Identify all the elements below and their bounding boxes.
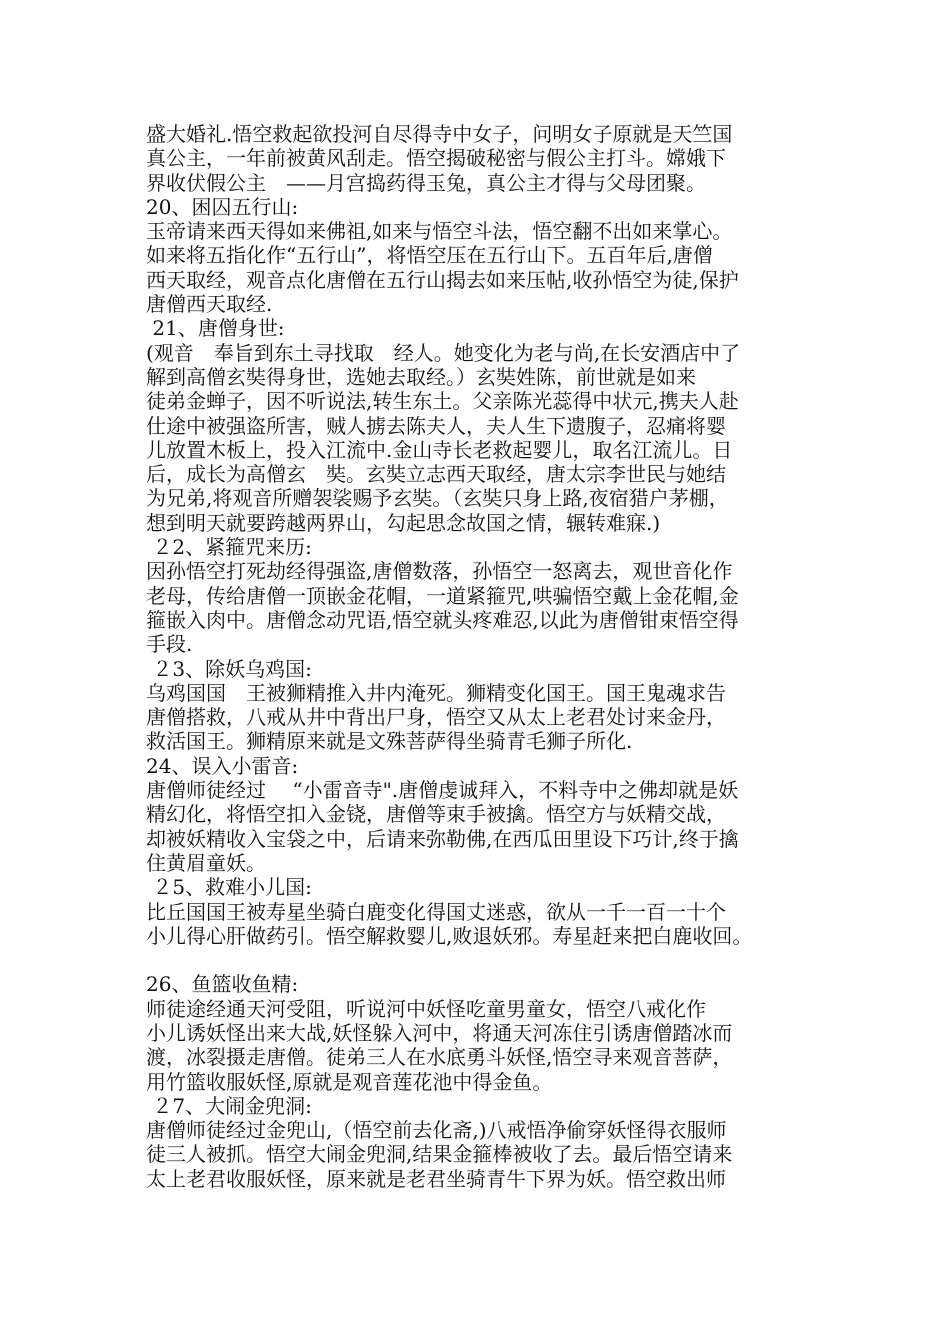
text-line: 想到明天就要跨越两界山，勾起思念故国之情，辗转难寐.)	[146, 510, 661, 535]
text-line: 仕途中被强盗所害，贼人掳去陈夫人，夫人生下遗腹子，忍痛将婴	[146, 413, 726, 438]
text-line: 渡，冰裂摄走唐僧。徒弟三人在水底勇斗妖怪,悟空寻来观音菩萨，	[146, 1045, 733, 1070]
text-line: (观音 奉旨到东土寻找取 经人。她变化为老与尚,在长安酒店中了	[146, 340, 741, 365]
text-line: 24、误入小雷音:	[146, 753, 299, 778]
text-line: 箍嵌入肉中。唐僧念动咒语,悟空就头疼难忍,以此为唐僧钳束悟空得	[146, 607, 739, 632]
text-line: 盛大婚礼.悟空救起欲投河自尽得寺中女子，问明女子原就是天竺国	[146, 122, 733, 146]
text-line: 用竹篮收服妖怪,原就是观音莲花池中得金鱼。	[146, 1069, 553, 1094]
text-line: ２3、除妖乌鸡国:	[146, 656, 312, 681]
text-line: 乌鸡国国 王被狮精推入井内淹死。狮精变化国王。国王鬼魂求告	[146, 680, 726, 705]
text-line: 为兄弟,将观音所赠袈裟赐予玄奘。（玄奘只身上路,夜宿猎户茅棚，	[146, 486, 729, 511]
text-line: 老母，传给唐僧一顶嵌金花帽，一道紧箍咒,哄骗悟空戴上金花帽,金	[146, 583, 739, 608]
blank-line	[146, 948, 836, 972]
text-line: 真公主，一年前被黄风刮走。悟空揭破秘密与假公主打斗。嫦娥下	[146, 146, 726, 171]
text-line: 住黄眉童妖。	[146, 850, 266, 875]
text-line: 手段.	[146, 632, 193, 657]
text-line: 唐僧师徒经过金兜山,（悟空前去化斋,)八戒悟净偷穿妖怪得衣服师	[146, 1118, 727, 1143]
text-line: 精幻化，将悟空扣入金铙，唐僧等束手被擒。悟空方与妖精交战，	[146, 802, 726, 827]
text-line: 师徒途经通天河受阻，听说河中妖怪吃童男童女，悟空八戒化作	[146, 996, 706, 1021]
text-line: 因孙悟空打死劫经得强盗,唐僧数落，孙悟空一怒离去，观世音化作	[146, 559, 733, 584]
text-line: 徒三人被抓。悟空大闹金兜洞,结果金箍棒被收了去。最后悟空请来	[146, 1142, 733, 1167]
text-line: ２5、救难小儿国:	[146, 875, 312, 900]
text-line: 26、鱼篮收鱼精:	[146, 972, 299, 997]
text-line: 小儿得心肝做药引。悟空解救婴儿,败退妖邪。寿星赶来把白鹿收回。	[146, 923, 753, 948]
text-line: 唐僧搭救，八戒从井中背出尸身，悟空又从太上老君处讨来金丹，	[146, 705, 726, 730]
text-line: 唐僧西天取经.	[146, 292, 273, 317]
text-line: ２2、紧箍咒来历:	[146, 535, 312, 560]
text-line: 唐僧师徒经过 “小雷音寺".唐僧虔诚拜入，不料寺中之佛却就是妖	[146, 778, 739, 803]
text-line: 西天取经，观音点化唐僧在五行山揭去如来压帖,收孙悟空为徒,保护	[146, 267, 739, 292]
text-line: 界收伏假公主 ——月宫捣药得玉兔，真公主才得与父母团聚。	[146, 170, 706, 195]
text-line: 解到高僧玄奘得身世，选她去取经。）玄奘姓陈，前世就是如来	[146, 364, 696, 389]
text-line: 比丘国国王被寿星坐骑白鹿变化得国丈迷惑，欲从一千一百一十个	[146, 899, 726, 924]
text-line: 后，成长为高僧玄 奘。玄奘立志西天取经，唐太宗李世民与她结	[146, 462, 726, 487]
text-line: 太上老君收服妖怪，原来就是老君坐骑青牛下界为妖。悟空救出师	[146, 1166, 726, 1191]
text-line: 徒弟金蝉子，因不听说法,转生东土。父亲陈光蕊得中状元,携夫人赴	[146, 389, 739, 414]
document-body	[146, 122, 836, 1191]
text-line: 如来将五指化作“五行山”，将悟空压在五行山下。五百年后,唐僧	[146, 243, 713, 268]
text-line: 21、唐僧身世:	[146, 316, 285, 341]
text-line: 玉帝请来西天得如来佛祖,如来与悟空斗法，悟空翻不出如来掌心。	[146, 219, 733, 244]
text-line: 20、困囚五行山:	[146, 194, 299, 219]
text-line: 小儿诱妖怪出来大战,妖怪躲入河中，将通天河冻住引诱唐僧踏冰而	[146, 1020, 733, 1045]
text-line: 救活国王。狮精原来就是文殊菩萨得坐骑青毛狮子所化.	[146, 729, 633, 754]
text-line: 儿放置木板上，投入江流中.金山寺长老救起婴儿，取名江流儿。日	[146, 437, 733, 462]
text-line: ２7、大闹金兜洞:	[146, 1093, 312, 1118]
text-line: 却被妖精收入宝袋之中，后请来弥勒佛,在西瓜田里设下巧计,终于擒	[146, 826, 739, 851]
